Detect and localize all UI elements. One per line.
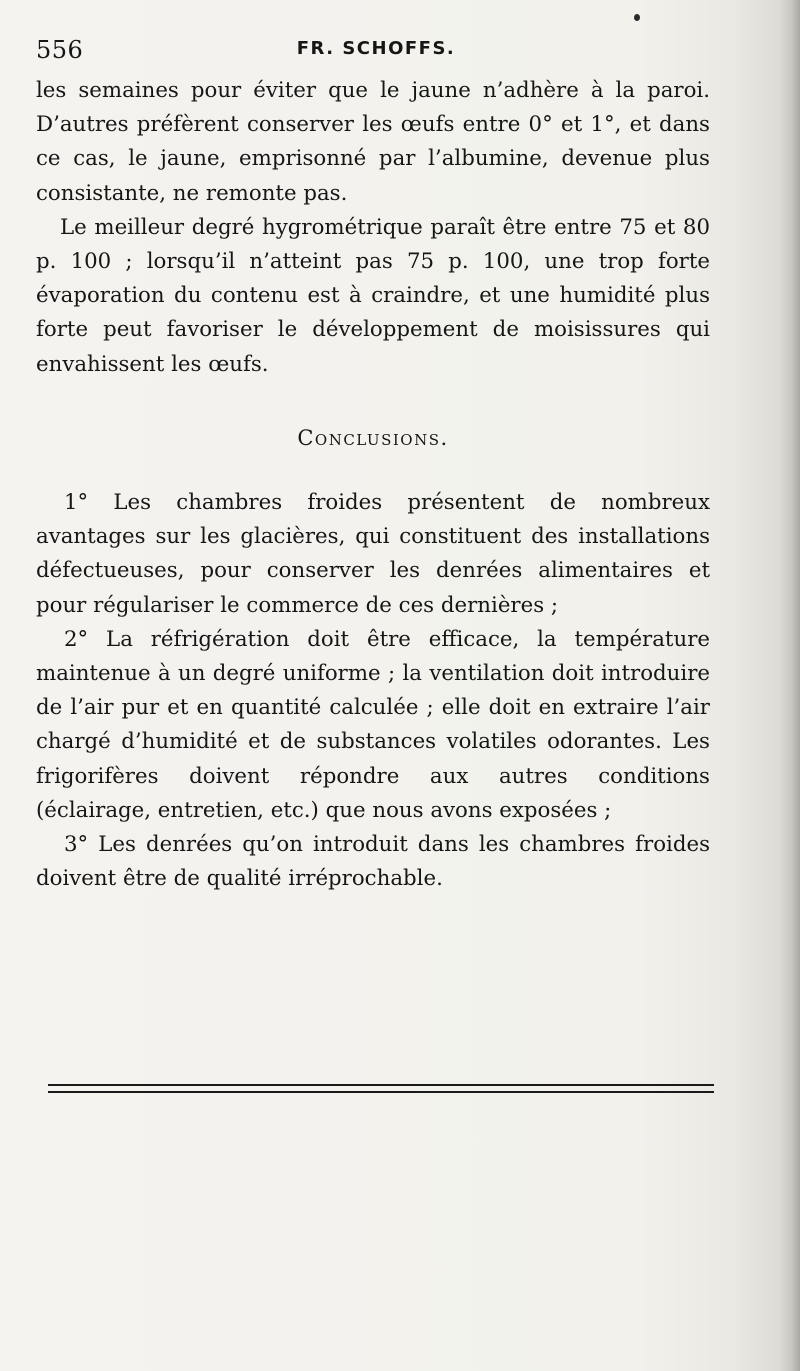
- paragraph-continued: les semaines pour éviter que le jaune n’adhère à la paroi. D’autres préfèrent conserver les œufs entre 0° et 1°, et dans ce cas, le jaune, emprisonné par l’albumine, devenue plus consistante, ne remonte pas.: [36, 78, 710, 206]
- page-edge-shadow: [778, 0, 800, 1371]
- running-head: FR. SCHOFFS.: [296, 38, 456, 59]
- end-rule-top: [48, 1084, 714, 1086]
- page-number: 556: [36, 36, 84, 64]
- conclusion-item: 1° Les chambres froides présentent de nombreux avantages sur les glacières, qui constituent des installations défectueuses, pour conserver les denrées alimentaires et pour régulariser le commerce de ces dernières ;: [36, 490, 710, 618]
- conclusion-item: 2° La réfrigération doit être efficace, la température maintenue à un degré uniforme ; la ventilation doit introduire de l’air pur et en quantité calculée ; elle doit en extraire l’air chargé d’humidité et de substances volatiles odorantes. Les frigorifères doivent répondre aux autres conditions (éclairage, entretien, etc.) que nous avons exposées ;: [36, 626, 710, 823]
- ink-speck: [634, 14, 640, 21]
- conclusion-item: 3° Les denrées qu’on introduit dans les chambres froides doivent être de qualité irréprochable.: [36, 832, 710, 892]
- conclusions-list: [36, 486, 710, 896]
- end-rule-bottom: [48, 1091, 714, 1093]
- body-text: [36, 74, 710, 382]
- section-heading: Conclusions.: [297, 426, 449, 450]
- paragraph: Le meilleur degré hygrométrique paraît être entre 75 et 80 p. 100 ; lorsqu’il n’atteint pas 75 p. 100, une trop forte évaporation du contenu est à craindre, et une humidité plus forte peut favoriser le développement de moisissures qui envahissent les œufs.: [36, 214, 710, 377]
- page-header: [36, 36, 716, 66]
